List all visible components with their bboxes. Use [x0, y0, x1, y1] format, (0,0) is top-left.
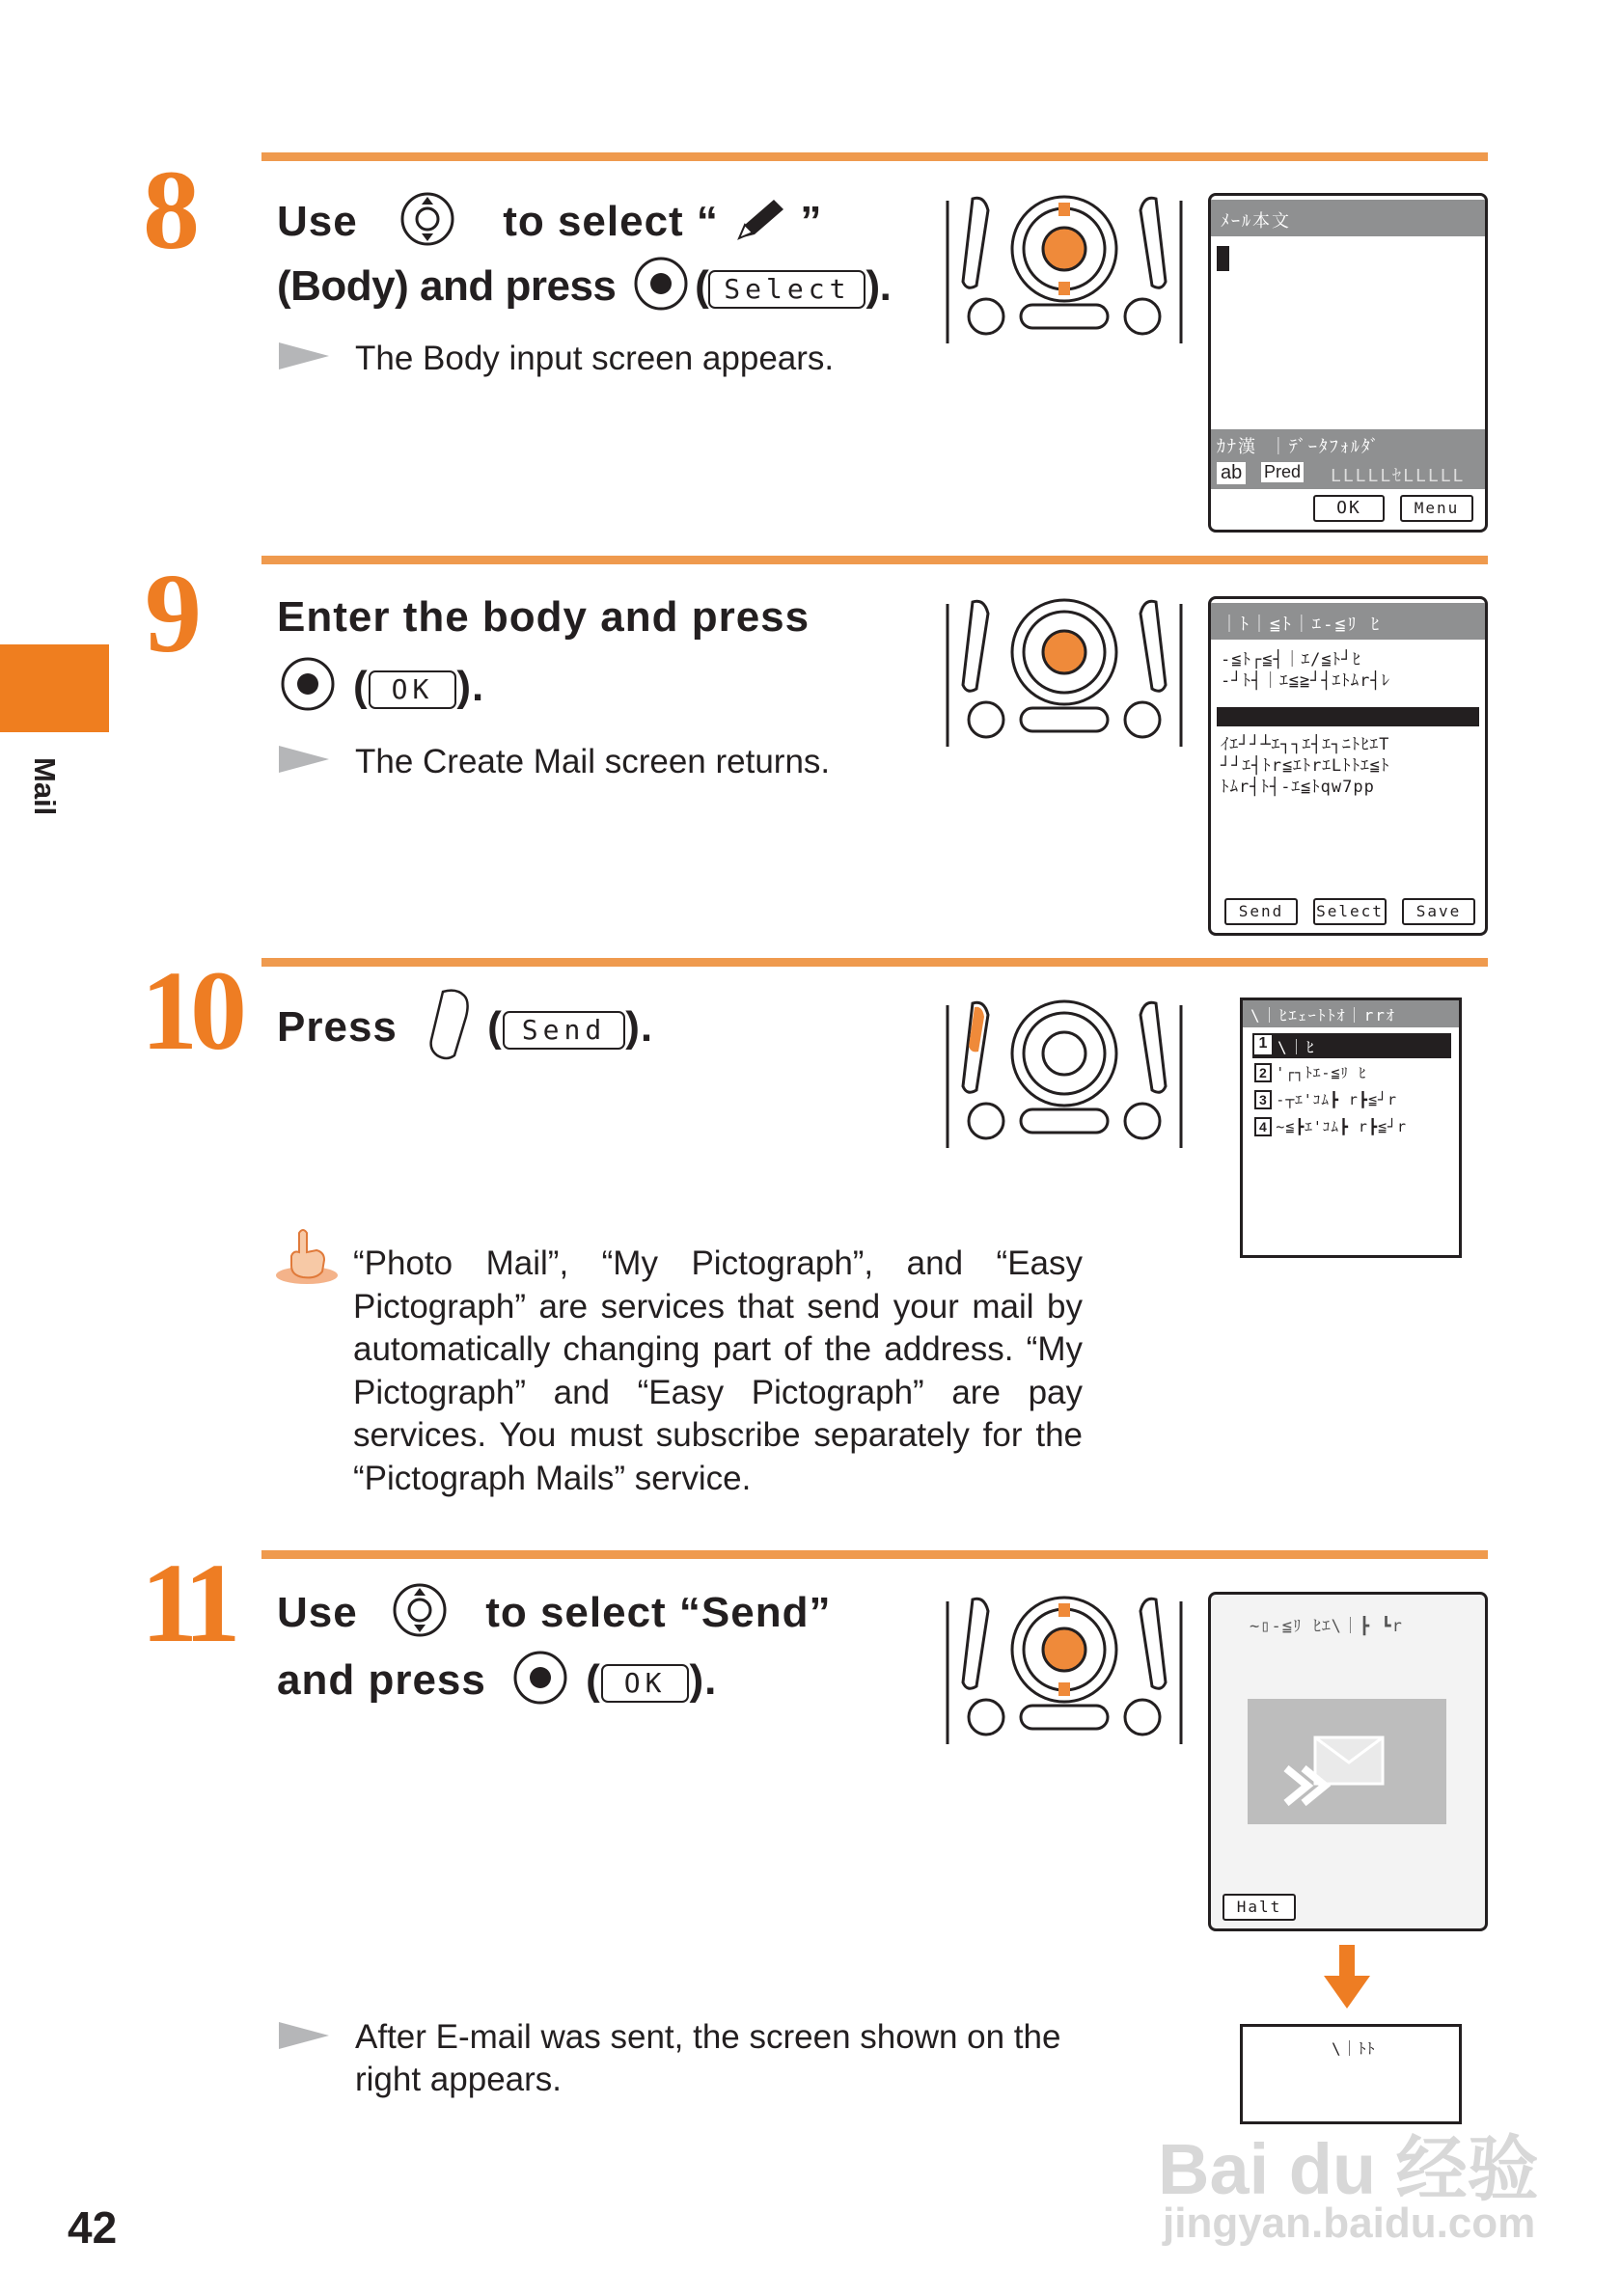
joystick-updown-icon [392, 1582, 448, 1649]
phone-keypad-diagram [944, 1590, 1185, 1754]
result-arrow-icon [279, 342, 329, 369]
step-11-text-use: Use [277, 1589, 358, 1637]
menu-item-1-label: \｜ﾋ [1278, 1038, 1316, 1056]
char-row: LLLLLｾLLLLL [1331, 466, 1466, 486]
step-10-line1: Press ( Send ). [277, 988, 653, 1072]
step-10-close: ). [625, 1003, 654, 1052]
watermark-url: jingyan.baidu.com [1163, 2200, 1536, 2247]
screen-title: ﾒｰﾙ本文 [1221, 211, 1291, 232]
step-8-number: 8 [143, 147, 192, 273]
softkey-ok: OK [1313, 495, 1385, 522]
input-mode-bar [1211, 429, 1485, 489]
page-number: 42 [68, 2202, 118, 2253]
screen-title-bar [1211, 200, 1485, 236]
note-text: “Photo Mail”, “My Pictograph”, and “Easy Pictograph” are services that send your mail by automatically changing part of the address. “My Pictograph” and “Easy Pictograph” are pay services. You must subscribe separately for the “Pictograph Mails” service. [353, 1244, 1083, 1497]
screen-title-bar [1211, 603, 1485, 640]
mail-animation [1248, 1699, 1446, 1824]
text-cursor [1217, 246, 1229, 271]
result-arrow-icon [279, 746, 329, 773]
step-11-line1 [277, 1582, 832, 1649]
step-9-rule [261, 556, 1488, 564]
phone-keypad-diagram [944, 994, 1185, 1158]
step-8-text-select: to select “ [503, 198, 719, 246]
joystick-updown-icon [399, 191, 455, 258]
phone-keypad-diagram [944, 592, 1185, 756]
body-row-selected [1217, 707, 1479, 726]
screen-title: ｜ﾄ｜≦ﾄ｜ｴ-≦ﾘ ﾋ [1221, 615, 1382, 635]
phone-keypad-diagram [944, 189, 1185, 353]
center-key-icon [512, 1650, 568, 1716]
result-arrow-icon [279, 2022, 329, 2049]
step-9-number: 9 [145, 550, 194, 676]
body-line-2: ┘┘ｴ┤ﾄr≦ｴﾄrｴLﾄﾄｴ≦ﾄ [1221, 756, 1390, 776]
menu-item-4: 4 ~≦┣ｴ'ｺﾑ┣ r┣≦┘r [1254, 1116, 1407, 1136]
step-8-text-use: Use [277, 198, 358, 246]
screen-title-bar [1243, 1000, 1459, 1027]
center-key-icon [633, 256, 689, 322]
step-11-number: 11 [141, 1540, 234, 1666]
softkey-select: Select [1313, 898, 1387, 925]
step-9-result: The Create Mail screen returns. [355, 743, 831, 780]
step-8-text-quote: ” [800, 198, 823, 246]
step-8-text-body-press: (Body) and press [277, 262, 617, 311]
ok-key: OK [369, 670, 457, 709]
to-row: -≦ﾄ┌≦┤｜ｴ/≦ﾄ┘ﾋ [1221, 650, 1361, 670]
step-11-close: ). [689, 1656, 718, 1705]
softkey-halt: Halt [1223, 1894, 1296, 1921]
step-8-line1 [277, 191, 822, 258]
step-10-number: 10 [141, 947, 239, 1074]
step-8-rule [261, 152, 1488, 161]
send-key: Send [503, 1011, 625, 1050]
step-11-line2: and press ( OK ). [277, 1650, 717, 1716]
softkey-menu: Menu [1400, 495, 1473, 522]
chapter-tab [0, 644, 109, 732]
ok-key: OK [601, 1664, 690, 1703]
step-10-rule [261, 958, 1488, 967]
chapter-label: Mail [28, 757, 62, 816]
step-8-result: The Body input screen appears. [355, 340, 835, 377]
step-11-text-press: and press [277, 1656, 486, 1705]
menu-item-1-selected: 1 \｜ﾋ [1252, 1033, 1451, 1058]
step-11-rule [261, 1550, 1488, 1559]
softkey-save: Save [1402, 898, 1475, 925]
step-9-line1: Enter the body and press [277, 593, 810, 641]
softkey-send: Send [1224, 898, 1298, 925]
screen-title: \｜ﾋｴｪｰﾄﾄｵ｜rrｵ [1250, 1006, 1396, 1025]
body-line-3: ﾄﾑr┤ﾄ┤-ｴ≦ﾄqw7pp [1221, 778, 1375, 797]
mail-sent-screen [1240, 2024, 1462, 2124]
step-11-result-line1: After E-mail was sent, the screen shown on the [355, 2018, 1061, 2056]
center-key-icon [280, 656, 336, 723]
subject-row: -┘ﾄ┤｜ｴ≦≧┘┤ｴﾄﾑr┤ﾚ [1221, 671, 1391, 691]
send-key-icon [426, 988, 474, 1072]
select-key: Select [708, 270, 865, 309]
sent-message: \｜ﾄﾄ [1332, 2039, 1376, 2058]
step-8-line2: (Body) and press ( Select ). [277, 256, 891, 322]
watermark-logo: Bai du 经验 [1158, 2129, 1539, 2209]
input-mode-row: ｶﾅ漢 ｜ﾃﾞｰﾀﾌｫﾙﾀﾞ [1217, 437, 1381, 457]
menu-item-2: 2 '┌┐ﾄｴ-≦ﾘ ﾋ [1254, 1062, 1366, 1082]
sending-screen [1208, 1592, 1488, 1931]
ab-mode: ab [1217, 462, 1246, 484]
pred-mode: Pred [1261, 462, 1304, 482]
screen-title: ~▯-≦ﾘ ﾋｴ\｜┣ ┗r [1250, 1617, 1403, 1636]
step-11-result-line2: right appears. [355, 2061, 563, 2098]
body-input-screen [1208, 193, 1488, 533]
down-arrow-icon [1324, 1945, 1370, 2013]
step-9-close: ). [456, 663, 485, 711]
step-9-line2: ( OK ). [280, 656, 484, 723]
step-8-close: ). [865, 262, 892, 311]
send-options-screen [1240, 998, 1462, 1258]
menu-item-3: 3 -┬ｴ'ｺﾑ┣ r┣≦┘r [1254, 1089, 1397, 1109]
pencil-icon [731, 196, 787, 253]
pointing-hand-icon [274, 1227, 340, 1292]
create-mail-screen [1208, 596, 1488, 936]
body-line-1: ｲｴ┘┘┴ｴ┐┐ｴ┤ｴ┐ﾆﾄﾋｴT [1221, 735, 1390, 754]
step-11-text-select-send: to select “Send” [485, 1589, 832, 1637]
step-10-text-press: Press [277, 1003, 398, 1052]
